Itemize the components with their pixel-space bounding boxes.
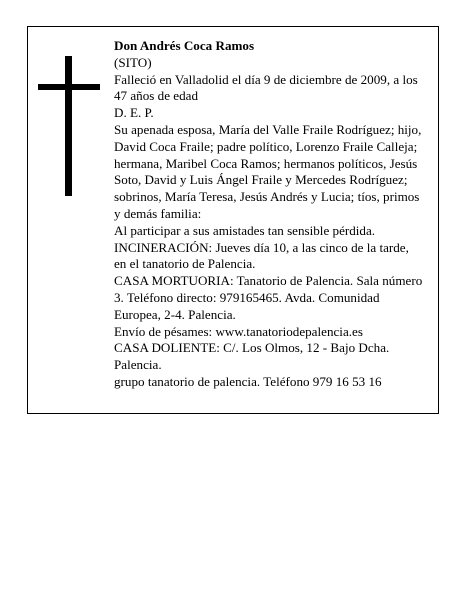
funeral-home-info: CASA MORTUORIA: Tanatorio de Palencia. Sala número 3. Teléfono directo: 979165465. Avda. Comunidad Europea, 2-4. Palencia. <box>114 273 423 322</box>
condolences-info: Envío de pésames: www.tanatoriodepalencia.es <box>114 323 363 339</box>
death-statement: Falleció en Valladolid el día 9 de diciembre de 2009, a los 47 años de edad <box>114 71 418 104</box>
family-home-info: CASA DOLIENTE: C/. Los Olmos, 12 - Bajo Dcha. Palencia. <box>114 340 390 373</box>
rip-abbreviation: D. E. P. <box>114 105 154 121</box>
cross-vertical-bar <box>65 56 72 196</box>
deceased-name: Don Andrés Coca Ramos <box>114 38 255 53</box>
cross-icon <box>38 56 100 196</box>
cross-horizontal-bar <box>38 84 100 90</box>
footer-credit: grupo tanatorio de palencia. Teléfono 979 16 53 16 <box>114 373 382 389</box>
obituary-text <box>114 38 424 391</box>
family-list: Su apenada esposa, María del Valle Fraile Rodríguez; hijo, David Coca Fraile; padre político, Lorenzo Fraile Calleja; hermana, Maribel Coca Ramos; hermanos políticos, Jesús Soto, David y Luis Ángel Fraile y Mercedes Rodríguez; sobrinos, María Teresa, Jesús Andrés y Lucia; tíos, primos y demás familia: <box>114 121 422 221</box>
deceased-nickname: (SITO) <box>114 54 152 70</box>
announcement: Al participar a sus amistades tan sensible pérdida. <box>114 222 376 238</box>
cremation-info: INCINERACIÓN: Jueves día 10, a las cinco de la tarde, en el tanatorio de Palencia. <box>114 239 409 272</box>
